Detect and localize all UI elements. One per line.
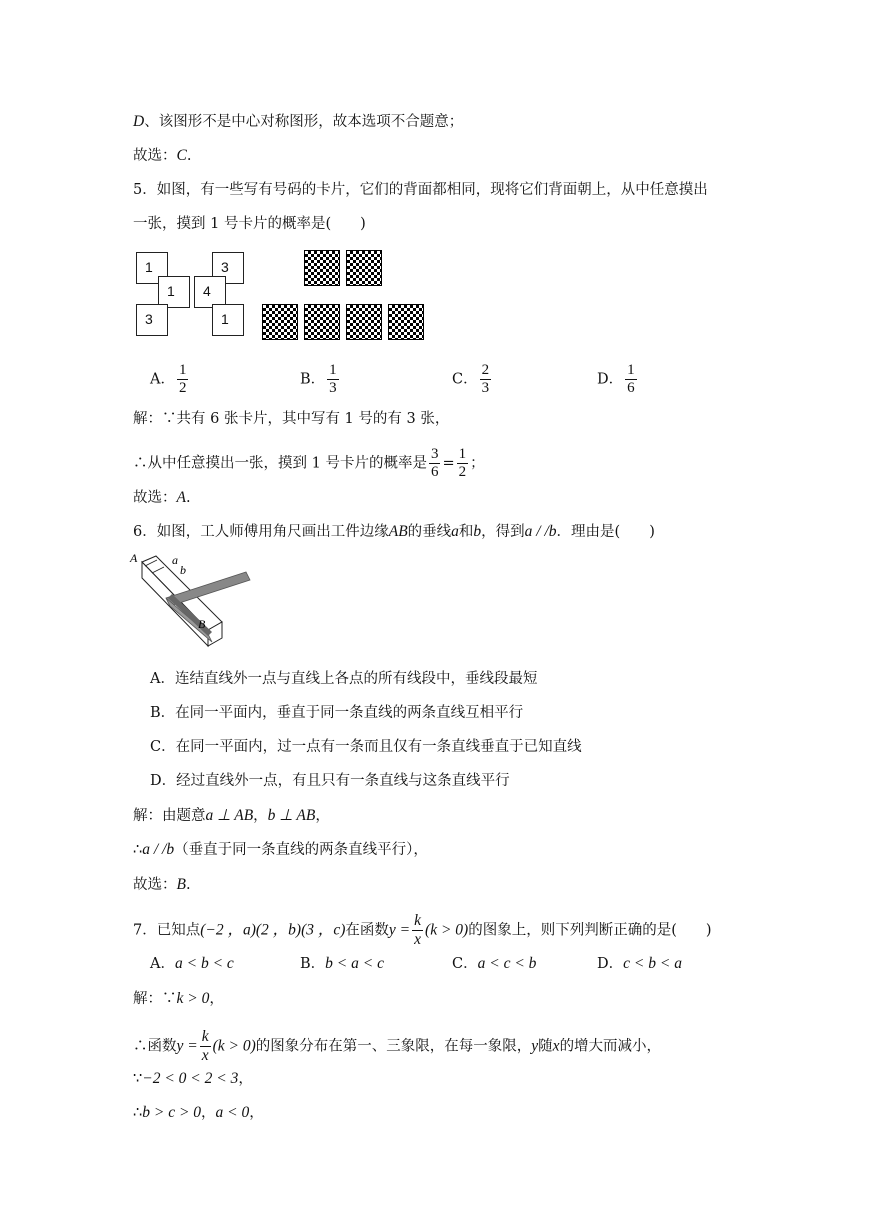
option-letter: D xyxy=(133,113,145,130)
option-label: A． xyxy=(150,371,175,388)
denominator: 3 xyxy=(329,380,337,396)
stem-text: 的垂线 xyxy=(407,524,452,540)
solution-fraction xyxy=(429,446,441,481)
label-A: A xyxy=(130,551,138,565)
q5-option-a xyxy=(150,362,190,397)
denominator: 2 xyxy=(458,464,467,480)
math-y: y = xyxy=(176,1037,198,1055)
var-x: x xyxy=(201,1047,209,1064)
option-math: a < b < c xyxy=(174,955,234,972)
q7-solution-line2 xyxy=(133,1028,661,1065)
numerator: 1 xyxy=(458,446,467,462)
answer-suffix: . xyxy=(185,877,191,893)
stem-text: 7．已知点 xyxy=(133,922,201,939)
denominator xyxy=(412,931,423,949)
stem-text: 的图象上，则下列判断正确的是( ) xyxy=(468,922,712,939)
q6-option-c: C．在同一平面内，过一点有一条而且仅有一条直线垂直于已知直线 xyxy=(150,739,582,755)
numerator: 1 xyxy=(627,362,635,378)
q5-stem-line1: 5．如图，有一些写有号码的卡片，它们的背面都相同，现将它们背面朝上，从中任意摸出 xyxy=(133,182,708,198)
answer-suffix: . xyxy=(186,148,192,164)
answer-prefix: 故选： xyxy=(133,490,177,506)
math-y: y = xyxy=(388,921,411,939)
numerator xyxy=(200,1028,211,1047)
q5-option-c xyxy=(452,362,493,397)
equals-sign: = xyxy=(442,455,455,472)
q7-option-d xyxy=(597,954,682,974)
card xyxy=(212,304,244,336)
answer-prefix: 故选： xyxy=(133,148,177,164)
card-number: 3 xyxy=(145,311,153,327)
q7-option-a xyxy=(150,954,234,974)
separator: ， xyxy=(315,808,330,824)
stem-text: ．理由是( ) xyxy=(556,524,655,540)
therefore-symbol: ∴ xyxy=(133,842,143,858)
q6-option-a: A．连结直线外一点与直线上各点的所有线段中，垂线段最短 xyxy=(150,671,538,687)
denominator: 6 xyxy=(627,380,635,396)
solution-text: ∴从中任意摸出一张，摸到 1 号卡片的概率是 xyxy=(133,455,427,472)
var-y: y xyxy=(531,1037,539,1055)
solution-text: ； xyxy=(470,455,485,472)
q7-stem xyxy=(133,912,712,949)
q6-solution-line1 xyxy=(133,806,330,826)
q5-option-d xyxy=(597,362,639,397)
math-b: b xyxy=(473,523,482,540)
q5-solution-line2 xyxy=(133,446,485,481)
option-label: C． xyxy=(452,371,478,388)
option-label: B． xyxy=(300,956,326,972)
math-AB: AB xyxy=(388,523,408,540)
answer-letter: A xyxy=(176,489,186,506)
card-back xyxy=(262,304,298,340)
solution-text: （垂直于同一条直线的两条直线平行）， xyxy=(174,842,428,858)
solution-text: 的图象分布在第一、三象限，在每一象限， xyxy=(255,1038,532,1055)
math-expression: a / /b xyxy=(142,841,175,858)
q6-carpenter-square-figure xyxy=(128,550,258,650)
q5-option-b xyxy=(300,362,341,397)
solution-text: 解：∵ xyxy=(133,991,177,1007)
q6-stem xyxy=(133,522,655,542)
math-expression: a ⊥ AB xyxy=(205,807,254,824)
option-fraction xyxy=(625,362,637,397)
answer-line-q4 xyxy=(133,146,191,166)
solution-fraction xyxy=(457,446,469,481)
math-expression: k > 0 xyxy=(176,990,210,1007)
math-condition: (k > 0) xyxy=(425,921,469,939)
math-a: a xyxy=(451,523,459,540)
denominator: 3 xyxy=(481,380,490,396)
numerator: 1 xyxy=(178,362,187,378)
option-label: B． xyxy=(300,371,326,388)
math-expression: −2 < 0 < 2 < 3 xyxy=(142,1070,239,1087)
q6-option-d: D．经过直线外一点，有且只有一条直线与这条直线平行 xyxy=(150,773,510,789)
q7-option-c xyxy=(452,954,536,974)
q5-cards-figure xyxy=(136,252,246,342)
q5-solution-line1: 解：∵共有 6 张卡片，其中写有 1 号的有 3 张， xyxy=(133,411,450,427)
denominator: 6 xyxy=(430,464,439,480)
answer-letter: C xyxy=(176,147,187,164)
stem-text: ，得到 xyxy=(481,524,525,540)
option-d-explanation xyxy=(133,112,463,132)
q7-option-b xyxy=(300,954,384,974)
numerator xyxy=(412,912,423,931)
separator: ， xyxy=(209,991,224,1007)
math-parallel: a / /b xyxy=(524,523,557,540)
q6-option-b: B．在同一平面内，垂直于同一条直线的两条直线互相平行 xyxy=(150,705,524,721)
solution-text: 随 xyxy=(538,1038,553,1055)
math-expression: b ⊥ AB xyxy=(267,807,316,824)
separator: ， xyxy=(238,1071,253,1087)
answer-prefix: 故选： xyxy=(133,877,177,893)
q6-solution-line2 xyxy=(133,840,428,860)
option-fraction xyxy=(177,362,189,397)
var-x: x xyxy=(414,931,422,948)
card xyxy=(136,304,168,336)
option-math: b < a < c xyxy=(325,955,384,972)
option-fraction xyxy=(327,362,339,397)
math-points: (−2 ，a)(2 ，b)(3 ，c) xyxy=(200,921,346,939)
card-number: 1 xyxy=(221,311,229,327)
numerator: 2 xyxy=(481,362,490,378)
option-math: c < b < a xyxy=(623,955,682,972)
numerator: 3 xyxy=(430,446,439,462)
q7-solution-line3 xyxy=(133,1069,253,1089)
stem-text: 和 xyxy=(458,524,474,540)
separator: ， xyxy=(201,1105,216,1121)
denominator: 2 xyxy=(178,380,187,396)
q5-answer-line xyxy=(133,488,191,508)
math-expression: b > c > 0 xyxy=(142,1104,202,1121)
option-label: A． xyxy=(150,956,175,972)
answer-suffix: . xyxy=(185,490,191,506)
math-fraction xyxy=(412,912,423,949)
math-expression: a < 0 xyxy=(215,1104,250,1121)
option-label: D． xyxy=(597,956,624,972)
because-symbol: ∵ xyxy=(133,1071,143,1087)
var-x: x xyxy=(552,1037,560,1055)
option-label: C． xyxy=(452,956,478,972)
stem-text: 6．如图，工人师傅用角尺画出工件边缘 xyxy=(133,524,389,540)
therefore-symbol: ∴ xyxy=(133,1105,143,1121)
q7-solution-line4 xyxy=(133,1103,264,1123)
card-back xyxy=(346,250,382,286)
card-number: 1 xyxy=(145,259,153,275)
q7-solution-line1 xyxy=(133,989,224,1009)
answer-letter: B xyxy=(176,876,186,893)
separator: ， xyxy=(249,1105,264,1121)
card-number: 3 xyxy=(221,259,229,275)
option-math: a < c < b xyxy=(477,955,537,972)
numerator: 1 xyxy=(329,362,337,378)
card-back xyxy=(304,304,340,340)
solution-text: 的增大而减小， xyxy=(559,1038,662,1055)
var-k: k xyxy=(201,1028,209,1045)
label-B: B xyxy=(198,617,206,631)
card-number: 4 xyxy=(203,283,211,299)
math-fraction xyxy=(200,1028,211,1065)
label-b: b xyxy=(180,563,186,577)
explanation-text: 、该图形不是中心对称图形，故本选项不合题意； xyxy=(144,114,464,130)
denominator xyxy=(200,1047,211,1065)
card-back xyxy=(346,304,382,340)
option-label: D． xyxy=(597,371,624,388)
card-back xyxy=(304,250,340,286)
separator: ， xyxy=(253,808,268,824)
solution-text: 解：由题意 xyxy=(133,808,206,824)
q5-stem-line2: 一张，摸到 1 号卡片的概率是( ) xyxy=(133,216,366,232)
card-back xyxy=(388,304,424,340)
var-k: k xyxy=(414,912,422,929)
solution-text: ∴函数 xyxy=(133,1038,177,1055)
q6-answer-line xyxy=(133,875,191,895)
option-fraction xyxy=(480,362,492,397)
card-number: 1 xyxy=(167,283,175,299)
stem-text: 在函数 xyxy=(345,922,389,939)
label-a: a xyxy=(172,553,178,567)
math-condition: (k > 0) xyxy=(212,1037,256,1055)
